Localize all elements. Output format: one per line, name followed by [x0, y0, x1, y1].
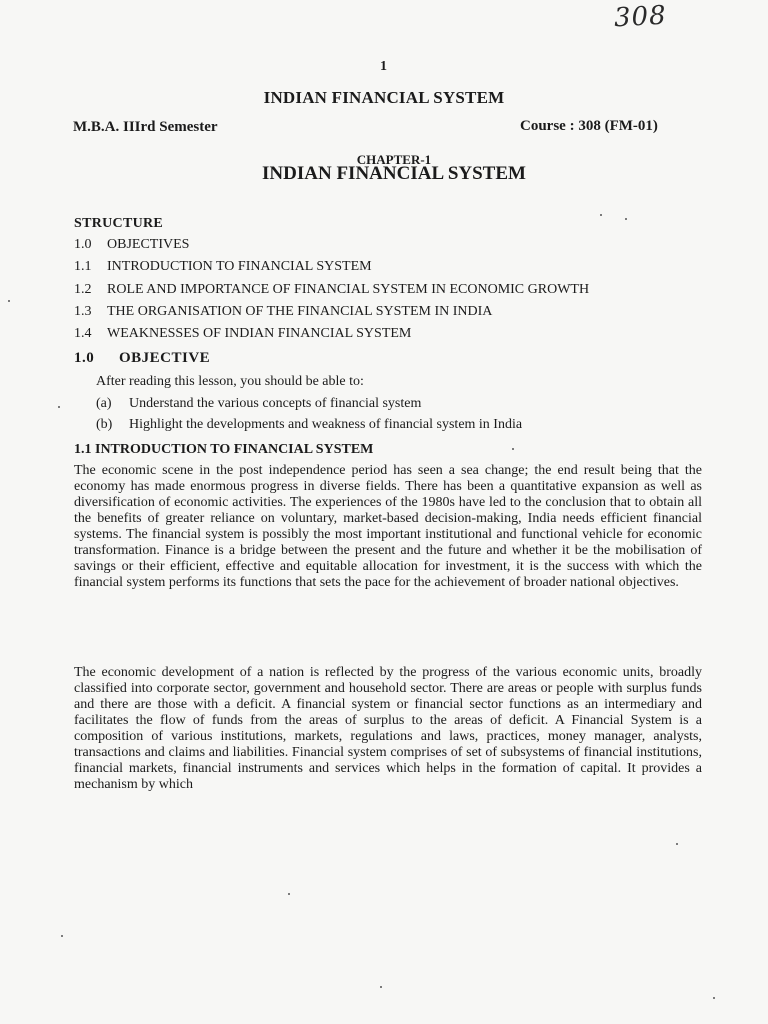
structure-item-number: 1.0	[74, 237, 92, 252]
objective-item	[96, 395, 522, 416]
scan-speck	[61, 935, 63, 937]
scan-speck	[676, 843, 678, 845]
structure-item-number: 1.4	[74, 326, 92, 342]
structure-item	[74, 303, 589, 325]
structure-item-number: 1.1	[74, 259, 92, 275]
objective-heading	[74, 350, 210, 367]
scan-speck	[600, 214, 602, 216]
structure-item-text: OBJECTIVES	[107, 237, 190, 252]
body-paragraph: The economic scene in the post independence period has seen a sea change; the end result being that the economy has made enormous progress in diverse fields. There has been a quantitative expansion as well as diversification of economic activities. The experiences of the 1980s have led to the conclusion that to obtain all the benefits of greater reliance on voluntary, market-based decision-making, India needs efficient financial systems. The financial system is possibly the most important institutional and functional vehicle for economic transformation. Finance is a bridge between the present and the future and whether it be the mobilisation of savings or their efficient, effective and equitable allocation for investment, it is the success with which the financial system performs its functions that sets the pace for the achievement of broader national objectives.	[74, 463, 702, 590]
scan-speck	[380, 986, 382, 988]
objective-item-label: (a)	[96, 396, 112, 411]
structure-item-text: WEAKNESSES OF INDIAN FINANCIAL SYSTEM	[107, 326, 412, 342]
structure-item-text: INTRODUCTION TO FINANCIAL SYSTEM	[107, 259, 372, 275]
scan-speck	[8, 300, 10, 302]
structure-item	[74, 236, 589, 258]
scan-speck	[713, 997, 715, 999]
objective-list	[96, 395, 522, 437]
body-paragraph: The economic development of a nation is reflected by the progress of the various economic units, broadly classified into corporate sector, government and household sector. There are areas or people with surplus funds and there are those with a deficit. A financial system or financial sector functions as an intermediary and facilitates the flow of funds from the areas of surplus to the areas of deficit. A Financial System is a composition of various institutions, markets, regulations and laws, practices, money manager, analysts, transactions and claims and liabilities. Financial system comprises of set of subsystems of financial institutions, financial markets, financial instruments and services which helps in the formation of capital. It provides a mechanism by which	[74, 665, 702, 792]
structure-item	[74, 258, 589, 280]
course-code: Course : 308 (FM-01)	[520, 118, 658, 134]
handwritten-page-note: 308	[613, 0, 668, 34]
section-heading: 1.1 INTRODUCTION TO FINANCIAL SYSTEM	[74, 442, 374, 457]
structure-item-number: 1.2	[74, 281, 92, 297]
objective-intro: After reading this lesson, you should be able to:	[96, 374, 364, 389]
structure-item-text: THE ORGANISATION OF THE FINANCIAL SYSTEM IN INDIA	[107, 303, 493, 319]
scan-speck	[288, 893, 290, 895]
objective-item-label: (b)	[96, 417, 113, 432]
objective-item-text: Understand the various concepts of financial system	[129, 396, 422, 411]
objective-heading-number: 1.0	[74, 350, 95, 366]
structure-heading: STRUCTURE	[74, 216, 164, 231]
structure-item	[74, 325, 589, 347]
page-number: 1	[380, 59, 387, 74]
scan-speck	[625, 218, 627, 220]
document-title: INDIAN FINANCIAL SYSTEM	[263, 88, 505, 107]
structure-item-text: ROLE AND IMPORTANCE OF FINANCIAL SYSTEM IN ECONOMIC GROWTH	[107, 281, 590, 297]
scan-speck	[58, 406, 60, 408]
structure-item-number: 1.3	[74, 303, 92, 319]
objective-item-text: Highlight the developments and weakness of financial system in India	[129, 417, 523, 432]
program-label: M.B.A. IIIrd Semester	[73, 119, 218, 135]
objective-heading-text: OBJECTIVE	[119, 350, 211, 366]
structure-item	[74, 281, 589, 303]
chapter-label: CHAPTER-1	[356, 152, 432, 167]
structure-list	[74, 236, 589, 347]
objective-item	[96, 416, 522, 437]
chapter-title: INDIAN FINANCIAL SYSTEM	[262, 163, 526, 184]
scan-speck	[512, 448, 514, 450]
